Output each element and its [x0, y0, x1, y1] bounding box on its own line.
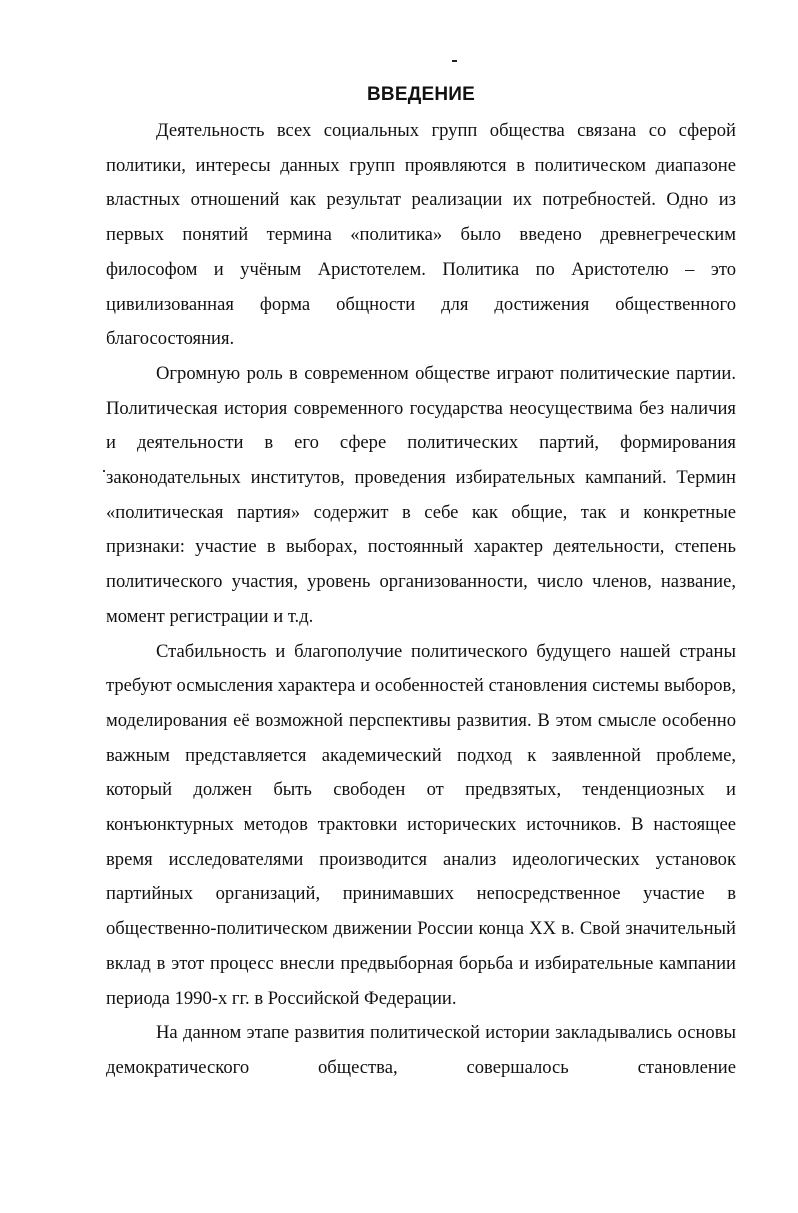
paragraph: Стабильность и благополучие политического будущего нашей страны требуют осмысления характера и особенностей становления системы выборов, моделирования её возможной перспективы развития. В этом смысле особенно важным представляется академический подход к заявленной проблеме, который должен быть свободен от предвзятых, тенденциозных и конъюнктурных методов трактовки исторических источников. В настоящее время исследователями производится анализ идеологических установок партийных организаций, принимавших непосредственное участие в общественно-политическом движении России конца XX в. Свой значительный вклад в этот процесс внесли предвыборная борьба и избирательные кампании периода 1990-х гг. в Российской Федерации. — [106, 640, 736, 1009]
page-title: ВВЕДЕНИЕ — [367, 84, 475, 105]
scan-mark — [452, 60, 457, 62]
paragraph: На данном этапе развития политической истории закладывались основы демократического общества, совершалось становление — [106, 1022, 736, 1078]
scan-dot — [103, 470, 105, 472]
paragraph: Огромную роль в современном обществе играют политические партии. Политическая история современного государства неосуществима без наличия и деятельности в его сфере политических партий, формирования законодательных институтов, проведения избирательных кампаний. Термин «политическая партия» содержит в себе как общие, так и конкретные признаки: участие в выборах, постоянный характер деятельности, степень политического участия, уровень организованности, число членов, название, момент регистрации и т.д. — [106, 362, 736, 627]
body-text — [106, 114, 736, 1086]
paragraph: Деятельность всех социальных групп общества связана со сферой политики, интересы данных групп проявляются в политическом диапазоне властных отношений как результат реализации их потребностей. Одно из первых понятий термина «политика» было введено древнегреческим философом и учёным Аристотелем. Политика по Аристотелю – это цивилизованная форма общности для достижения общественного благосостояния. — [106, 120, 736, 350]
